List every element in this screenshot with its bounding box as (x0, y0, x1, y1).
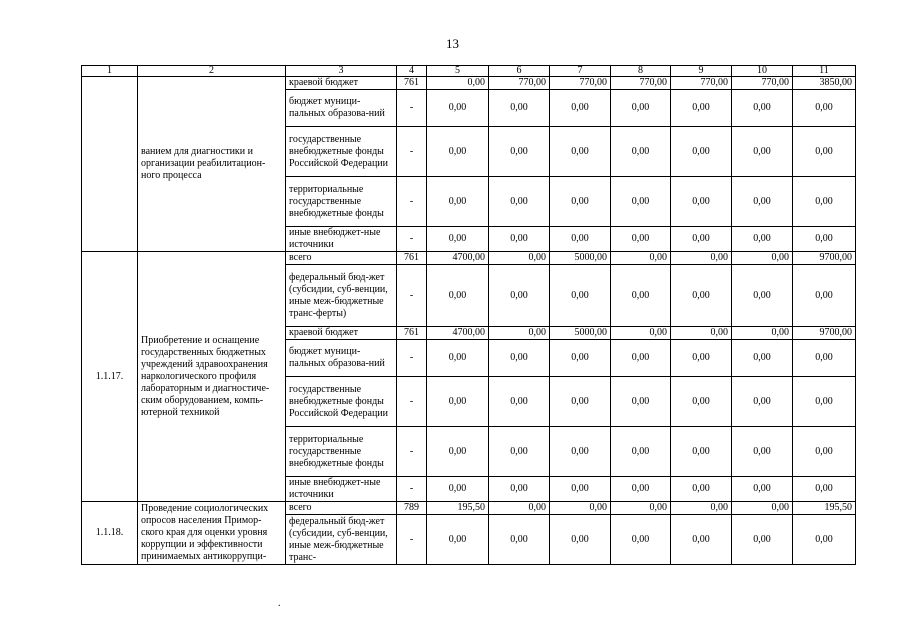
value-cell: 0,00 (671, 477, 732, 502)
value-cell: 0,00 (489, 327, 550, 340)
value-cell: 0,00 (611, 377, 671, 427)
value-cell: 0,00 (489, 377, 550, 427)
funding-source: территориальные государственные внебюджетные фонды (286, 177, 397, 227)
item-index: 1.1.18. (82, 502, 138, 565)
code-cell: - (397, 477, 427, 502)
funding-source: краевой бюджет (286, 77, 397, 90)
item-name: Приобретение и оснащение государственных бюджетных учреждений здравоохранения наркологического профиля лабораторным и диагностиче-ским оборудованием, компь-ютерной техникой (138, 252, 286, 502)
value-cell: 4700,00 (427, 327, 489, 340)
value-cell: 0,00 (489, 427, 550, 477)
value-cell: 0,00 (611, 265, 671, 327)
value-cell: 0,00 (611, 477, 671, 502)
value-cell: 770,00 (671, 77, 732, 90)
value-cell: 0,00 (671, 227, 732, 252)
budget-table (81, 65, 856, 565)
column-header: 5 (427, 66, 489, 77)
value-cell: 0,00 (732, 340, 793, 377)
item-name: Проведение социологических опросов населения Примор-ского края для оценки уровня коррупции и эффективности принимаемых антикоррупци- (138, 502, 286, 565)
value-cell: 0,00 (671, 265, 732, 327)
value-cell: 0,00 (550, 265, 611, 327)
column-header: 3 (286, 66, 397, 77)
funding-source: всего (286, 502, 397, 515)
value-cell: 0,00 (671, 340, 732, 377)
table-row (82, 252, 856, 265)
total-cell: 0,00 (793, 515, 856, 565)
value-cell: 0,00 (489, 502, 550, 515)
value-cell: 0,00 (732, 90, 793, 127)
code-cell: - (397, 377, 427, 427)
value-cell: 0,00 (611, 515, 671, 565)
total-cell: 3850,00 (793, 77, 856, 90)
code-cell: - (397, 127, 427, 177)
funding-source: государственные внебюджетные фонды Российской Федерации (286, 127, 397, 177)
table-row (82, 502, 856, 515)
value-cell: 0,00 (611, 177, 671, 227)
value-cell: 0,00 (550, 90, 611, 127)
code-cell: - (397, 227, 427, 252)
total-cell: 0,00 (793, 127, 856, 177)
item-index (82, 77, 138, 252)
column-header: 2 (138, 66, 286, 77)
funding-source: федеральный бюд-жет (субсидии, суб-венции, иные меж-бюджетные транс- (286, 515, 397, 565)
value-cell: 195,50 (427, 502, 489, 515)
value-cell: 0,00 (550, 177, 611, 227)
value-cell: 0,00 (427, 77, 489, 90)
value-cell: 0,00 (671, 177, 732, 227)
value-cell: 0,00 (427, 177, 489, 227)
value-cell: 0,00 (611, 340, 671, 377)
table-header-row (82, 66, 856, 77)
value-cell: 0,00 (732, 377, 793, 427)
value-cell: 770,00 (732, 77, 793, 90)
value-cell: 770,00 (550, 77, 611, 90)
column-header: 8 (611, 66, 671, 77)
value-cell: 0,00 (489, 177, 550, 227)
code-cell: - (397, 427, 427, 477)
total-cell: 0,00 (793, 477, 856, 502)
value-cell: 0,00 (732, 477, 793, 502)
page-number: 13 (446, 36, 459, 51)
value-cell: 0,00 (671, 515, 732, 565)
value-cell: 0,00 (611, 252, 671, 265)
total-cell: 0,00 (793, 377, 856, 427)
total-cell: 0,00 (793, 227, 856, 252)
value-cell: 0,00 (550, 502, 611, 515)
value-cell: 0,00 (550, 427, 611, 477)
value-cell: 0,00 (732, 327, 793, 340)
value-cell: 0,00 (489, 90, 550, 127)
funding-source: территориальные государственные внебюджетные фонды (286, 427, 397, 477)
value-cell: 770,00 (489, 77, 550, 90)
column-header: 11 (793, 66, 856, 77)
code-cell: 761 (397, 327, 427, 340)
value-cell: 0,00 (732, 502, 793, 515)
total-cell: 0,00 (793, 90, 856, 127)
code-cell: 761 (397, 77, 427, 90)
value-cell: 0,00 (550, 127, 611, 177)
value-cell: 0,00 (489, 227, 550, 252)
column-header: 10 (732, 66, 793, 77)
funding-source: иные внебюджет-ные источники (286, 477, 397, 502)
total-cell: 0,00 (793, 265, 856, 327)
value-cell: 0,00 (611, 427, 671, 477)
value-cell: 0,00 (550, 340, 611, 377)
total-cell: 0,00 (793, 177, 856, 227)
value-cell: 0,00 (732, 427, 793, 477)
funding-source: федеральный бюд-жет (субсидии, суб-венции, иные меж-бюджетные транс-ферты) (286, 265, 397, 327)
value-cell: 0,00 (671, 327, 732, 340)
value-cell: 0,00 (550, 477, 611, 502)
value-cell: 0,00 (550, 377, 611, 427)
value-cell: 5000,00 (550, 252, 611, 265)
value-cell: 0,00 (732, 127, 793, 177)
item-name: ванием для диагностики и организации реабилитацион-ного процесса (138, 77, 286, 252)
funding-source: бюджет муници-пальных образова-ний (286, 90, 397, 127)
value-cell: 0,00 (427, 127, 489, 177)
value-cell: 0,00 (671, 377, 732, 427)
value-cell: 0,00 (671, 252, 732, 265)
code-cell: - (397, 515, 427, 565)
column-header: 6 (489, 66, 550, 77)
value-cell: 0,00 (732, 265, 793, 327)
total-cell: 0,00 (793, 427, 856, 477)
value-cell: 0,00 (732, 515, 793, 565)
value-cell: 0,00 (427, 377, 489, 427)
value-cell: 0,00 (489, 252, 550, 265)
column-header: 9 (671, 66, 732, 77)
code-cell: 761 (397, 252, 427, 265)
column-header: 7 (550, 66, 611, 77)
value-cell: 0,00 (489, 515, 550, 565)
value-cell: 0,00 (427, 477, 489, 502)
total-cell: 9700,00 (793, 252, 856, 265)
table-row (82, 77, 856, 90)
funding-source: иные внебюджет-ные источники (286, 227, 397, 252)
column-header: 1 (82, 66, 138, 77)
total-cell: 9700,00 (793, 327, 856, 340)
value-cell: 0,00 (671, 127, 732, 177)
value-cell: 0,00 (427, 340, 489, 377)
stray-mark: . (278, 598, 281, 609)
value-cell: 0,00 (611, 90, 671, 127)
value-cell: 0,00 (550, 227, 611, 252)
funding-source: всего (286, 252, 397, 265)
funding-source: бюджет муници-пальных образова-ний (286, 340, 397, 377)
value-cell: 0,00 (427, 265, 489, 327)
value-cell: 0,00 (732, 252, 793, 265)
value-cell: 0,00 (732, 177, 793, 227)
value-cell: 0,00 (611, 502, 671, 515)
total-cell: 195,50 (793, 502, 856, 515)
item-index: 1.1.17. (82, 252, 138, 502)
value-cell: 0,00 (489, 477, 550, 502)
code-cell: - (397, 265, 427, 327)
value-cell: 0,00 (489, 340, 550, 377)
funding-source: краевой бюджет (286, 327, 397, 340)
code-cell: - (397, 90, 427, 127)
value-cell: 0,00 (550, 515, 611, 565)
total-cell: 0,00 (793, 340, 856, 377)
value-cell: 0,00 (611, 127, 671, 177)
value-cell: 4700,00 (427, 252, 489, 265)
value-cell: 0,00 (671, 502, 732, 515)
value-cell: 0,00 (427, 90, 489, 127)
value-cell: 5000,00 (550, 327, 611, 340)
value-cell: 0,00 (611, 227, 671, 252)
value-cell: 0,00 (489, 127, 550, 177)
funding-source: государственные внебюджетные фонды Российской Федерации (286, 377, 397, 427)
value-cell: 0,00 (732, 227, 793, 252)
value-cell: 0,00 (427, 427, 489, 477)
value-cell: 0,00 (427, 515, 489, 565)
column-header: 4 (397, 66, 427, 77)
code-cell: - (397, 177, 427, 227)
value-cell: 0,00 (489, 265, 550, 327)
value-cell: 0,00 (611, 327, 671, 340)
value-cell: 0,00 (671, 90, 732, 127)
code-cell: - (397, 340, 427, 377)
value-cell: 0,00 (671, 427, 732, 477)
code-cell: 789 (397, 502, 427, 515)
value-cell: 0,00 (427, 227, 489, 252)
value-cell: 770,00 (611, 77, 671, 90)
